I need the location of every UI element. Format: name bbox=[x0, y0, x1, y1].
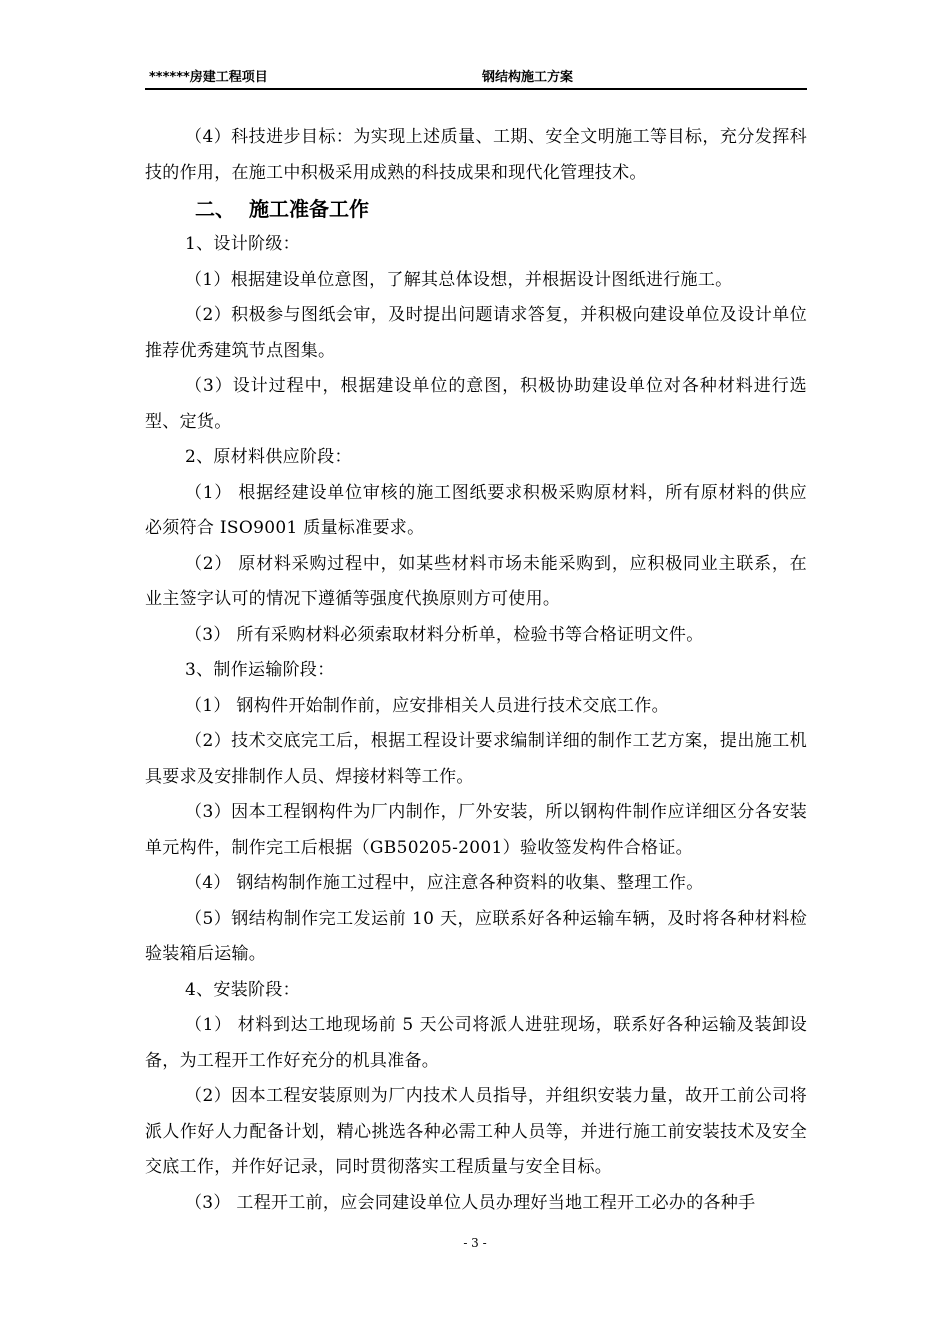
paragraph-material-1: （1） 根据经建设单位审核的施工图纸要求积极采购原材料，所有原材料的供应必须符合 ISO9001 质量标准要求。 bbox=[145, 482, 807, 538]
page-number: - 3 - bbox=[463, 1236, 487, 1250]
paragraph-fabrication-4: （4） 钢结构制作施工过程中，应注意各种资料的收集、整理工作。 bbox=[185, 873, 704, 893]
paragraph-design-2: （2）积极参与图纸会审，及时提出问题请求答复，并积极向建设单位及设计单位推荐优秀建筑节点图集。 bbox=[145, 305, 807, 361]
paragraph-installation-3: （3） 工程开工前，应会同建设单位人员办理好当地工程开工必办的各种手 bbox=[185, 1192, 756, 1213]
section-heading-number: 二、 bbox=[195, 197, 235, 221]
subsection-installation: 4、安装阶段： bbox=[185, 979, 300, 1000]
paragraph-installation-2: （2）因本工程安装原则为厂内技术人员指导，并组织安装力量，故开工前公司将派人作好人力配备计划，精心挑选各种必需工种人员等，并进行施工前安装技术及安全交底工作，并作好记录，同时贯彻落实工程质量与安全目标。 bbox=[145, 1086, 807, 1177]
paragraph-tech-goal: （4）科技进步目标：为实现上述质量、工期、安全文明施工等目标，充分发挥科技的作用，在施工中积极采用成熟的科技成果和现代化管理技术。 bbox=[145, 127, 807, 183]
subsection-material-supply: 2、原材料供应阶段： bbox=[185, 447, 352, 467]
paragraph-fabrication-2: （2）技术交底完工后，根据工程设计要求编制详细的制作工艺方案，提出施工机具要求及安排制作人员、焊接材料等工作。 bbox=[145, 731, 807, 787]
document-body bbox=[145, 120, 807, 1221]
page-header bbox=[145, 66, 807, 90]
paragraph-fabrication-5: （5）钢结构制作完工发运前 10 天，应联系好各种运输车辆，及时将各种材料检验装箱后运输。 bbox=[145, 908, 807, 964]
paragraph-material-2: （2） 原材料采购过程中，如某些材料市场未能采购到，应积极同业主联系，在业主签字认可的情况下遵循等强度代换原则方可使用。 bbox=[145, 553, 807, 609]
header-document-title: 钢结构施工方案 bbox=[482, 70, 574, 85]
subsection-design-stage: 1、设计阶级： bbox=[185, 234, 300, 254]
paragraph-fabrication-1: （1） 钢构件开始制作前，应安排相关人员进行技术交底工作。 bbox=[185, 695, 669, 716]
paragraph-fabrication-3: （3）因本工程钢构件为厂内制作，厂外安装，所以钢构件制作应详细区分各安装单元构件，制作完工后根据（GB50205-2001）验收签发构件合格证。 bbox=[145, 802, 807, 858]
section-heading bbox=[145, 191, 807, 227]
paragraph-design-1: （1）根据建设单位意图，了解其总体设想，并根据设计图纸进行施工。 bbox=[185, 269, 733, 290]
section-heading-text: 施工准备工作 bbox=[249, 197, 369, 221]
header-project-name: ******房建工程项目 bbox=[149, 70, 268, 85]
paragraph-material-3: （3） 所有采购材料必须索取材料分析单，检验书等合格证明文件。 bbox=[185, 624, 704, 645]
paragraph-design-3: （3）设计过程中，根据建设单位的意图，积极协助建设单位对各种材料进行选型、定货。 bbox=[145, 376, 807, 432]
subsection-fabrication-transport: 3、制作运输阶段： bbox=[185, 660, 335, 680]
paragraph-installation-1: （1） 材料到达工地现场前 5 天公司将派人进驻现场，联系好各种运输及装卸设备，为工程开工作好充分的机具准备。 bbox=[145, 1015, 807, 1071]
